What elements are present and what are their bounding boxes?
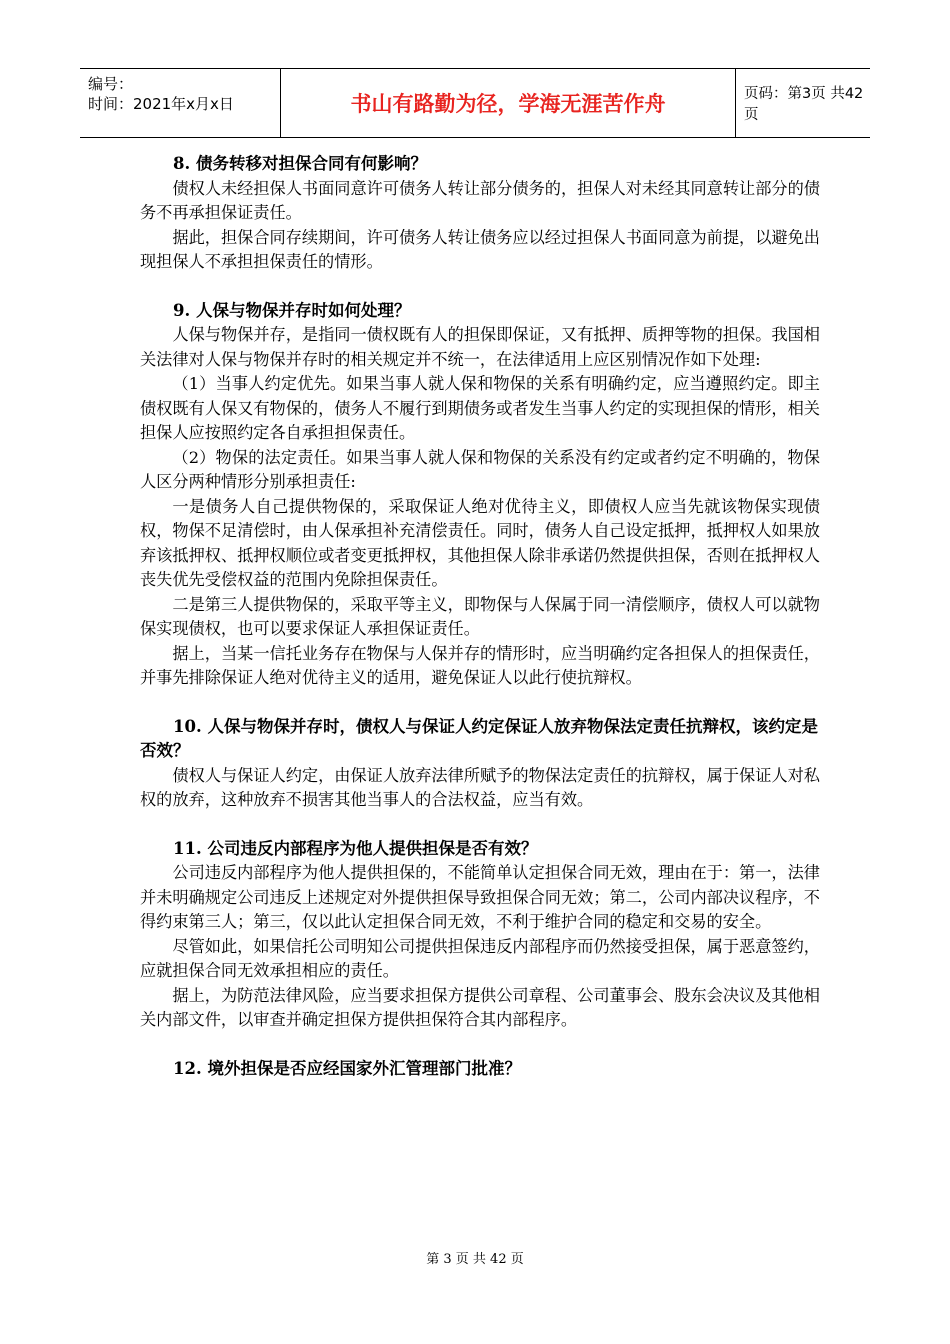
document-date: 时间：2021年x月x日 [88,95,234,113]
document-body [140,152,820,1081]
body-paragraph: 债权人未经担保人书面同意许可债务人转让部分债务的，担保人对未经其同意转让部分的债务不再承担保证责任。 [140,178,820,222]
body-paragraph: 二是第三人提供物保的，采取平等主义，即物保与人保属于同一清偿顺序，债权人可以就物保实现债权，也可以要求保证人承担保证责任。 [140,594,820,638]
section-heading: 10. 人保与物保并存时，债权人与保证人约定保证人放弃物保法定责任抗辩权，该约定是否效？ [140,716,818,760]
body-paragraph: （2）物保的法定责任。如果当事人就人保和物保的关系没有约定或者约定不明确的，物保人区分两种情形分别承担责任: [140,447,820,491]
header-page-number: 页码：第3页 共42页 [744,86,864,123]
document-number: 编号： [88,75,134,93]
page-footer: 第 3 页 共 42 页 [426,1252,524,1267]
header-meta [80,69,280,137]
body-paragraph: 人保与物保并存，是指同一债权既有人的担保即保证，又有抵押、质押等物的担保。我国相关法律对人保与物保并存时的相关规定并不统一，在法律适用上应区别情况作如下处理: [140,325,820,369]
section-heading: 8. 债务转移对担保合同有何影响？ [173,154,427,173]
body-paragraph: 公司违反内部程序为他人提供担保的，不能简单认定担保合同无效，理由在于：第一，法律并未明确规定公司违反上述规定对外提供担保导致担保合同无效；第二，公司内部决议程序，不得约束第三人；第三，仅以此认定担保合同无效，不利于维护合同的稳定和交易的安全。 [140,863,820,931]
section-heading: 9. 人保与物保并存时如何处理？ [173,300,411,320]
body-paragraph: 据上，为防范法律风险，应当要求担保方提供公司章程、公司董事会、股东会决议及其他相关内部文件，以审查并确定担保方提供担保符合其内部程序。 [140,985,820,1029]
body-paragraph: 据上，当某一信托业务存在物保与人保并存的情形时，应当明确约定各担保人的担保责任，并事先排除保证人绝对优待主义的适用，避免保证人以此行使抗辩权。 [140,643,820,687]
body-paragraph: 尽管如此，如果信托公司明知公司提供担保违反内部程序而仍然接受担保，属于恶意签约，应就担保合同无效承担相应的责任。 [140,936,820,980]
section-heading: 11. 公司违反内部程序为他人提供担保是否有效？ [173,838,538,858]
header-motto: 书山有路勤为径，学海无涯苦作舟 [280,69,736,137]
page-header [80,68,870,138]
section-heading: 12. 境外担保是否应经国家外汇管理部门批准？ [173,1058,521,1078]
body-paragraph: 一是债务人自己提供物保的，采取保证人绝对优待主义，即债权人应当先就该物保实现债权，物保不足清偿时，由人保承担补充清偿责任。同时，债务人自己设定抵押，抵押权人如果放弃该抵押权、抵押权顺位或者变更抵押权，其他担保人除非承诺仍然提供担保，否则在抵押权人丧失优先受偿权益的范围内免除担保责任。 [140,496,820,589]
body-paragraph: 债权人与保证人约定，由保证人放弃法律所赋予的物保法定责任的抗辩权，属于保证人对私权的放弃，这种放弃不损害其他当事人的合法权益，应当有效。 [140,765,820,809]
body-paragraph: （1）当事人约定优先。如果当事人就人保和物保的关系有明确约定，应当遵照约定。即主债权既有人保又有物保的，债务人不履行到期债务或者发生当事人约定的实现担保的情形，相关担保人应按照约定各自承担担保责任。 [140,374,820,442]
body-paragraph: 据此，担保合同存续期间，许可债务人转让债务应以经过担保人书面同意为前提，以避免出现担保人不承担担保责任的情形。 [140,227,820,271]
